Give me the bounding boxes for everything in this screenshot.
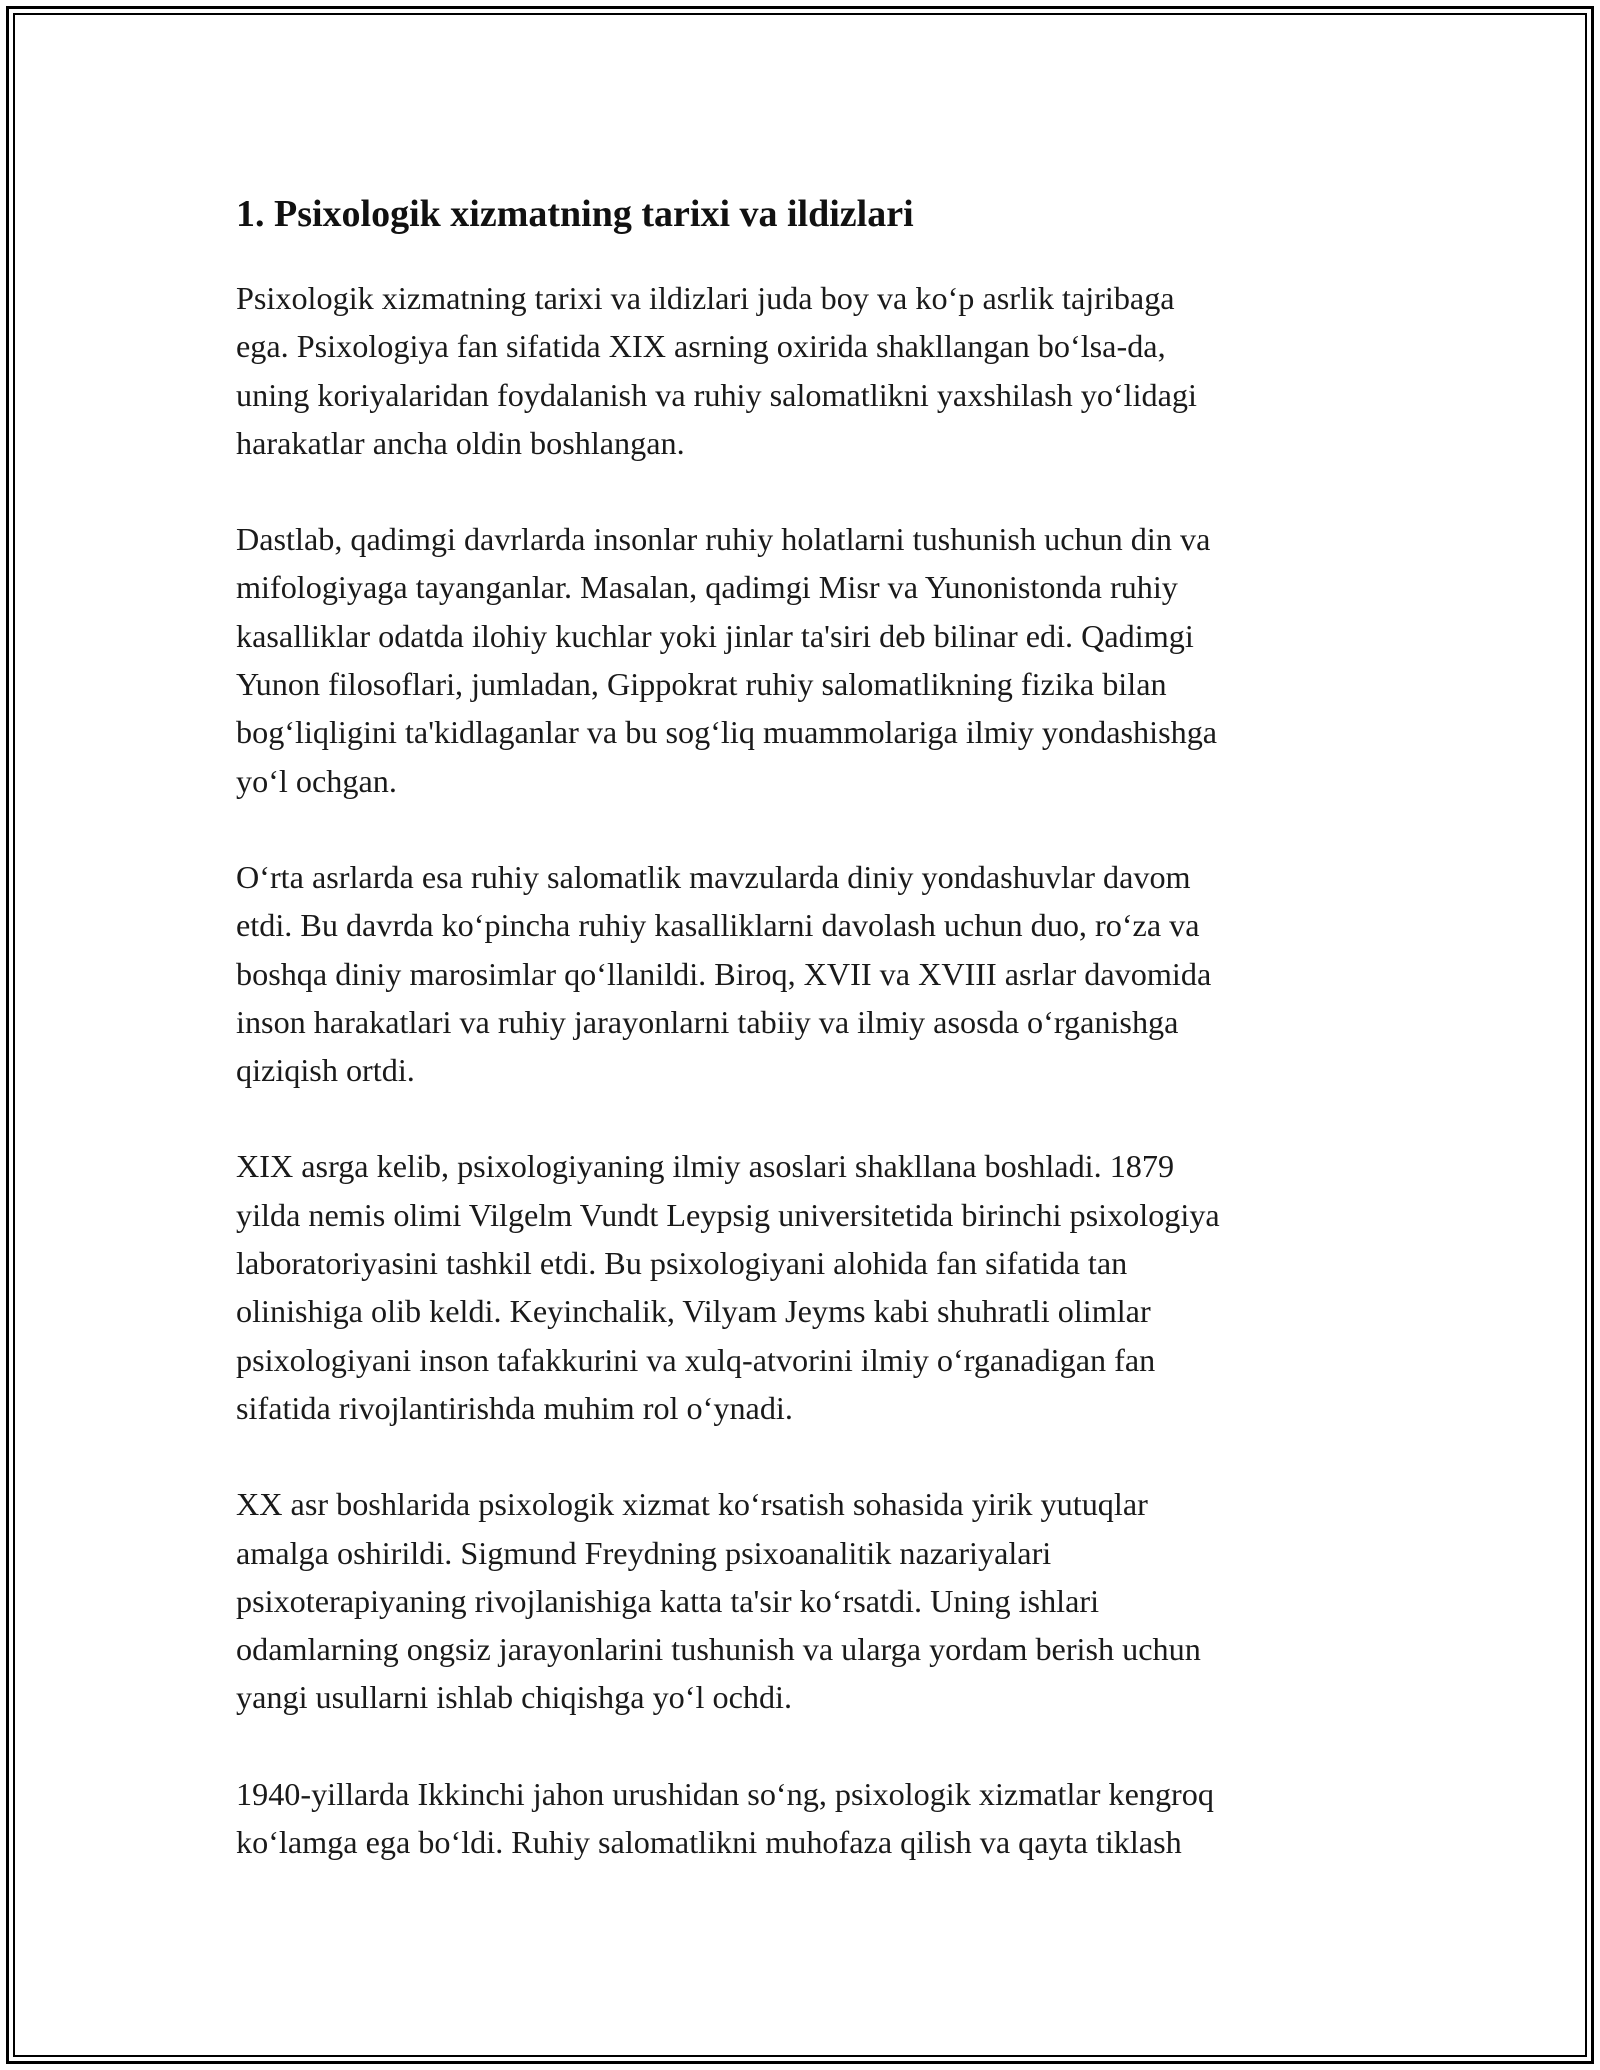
paragraph-line: inson harakatlari va ruhiy jarayonlarni tabiiy va ilmiy asosda o‘rganishga [236, 1003, 1179, 1040]
paragraph-line: yangi usullarni ishlab chiqishga yo‘l ochdi. [236, 1679, 793, 1716]
paragraph-line: olinishiga olib keldi. Keyinchalik, Vilyam Jeyms kabi shuhratli olimlar [236, 1293, 1151, 1330]
paragraph-line: amalga oshirildi. Sigmund Freydning psixoanalitik nazariyalari [236, 1534, 1052, 1571]
paragraph-line: boshqa diniy marosimlar qo‘llanildi. Biroq, XVII va XVIII asrlar davomida [236, 955, 1212, 992]
paragraph-line: Dastlab, qadimgi davrlarda insonlar ruhiy holatlarni tushunish uchun din va [236, 521, 1211, 558]
paragraph-line: mifologiyaga tayanganlar. Masalan, qadimgi Misr va Yunonistonda ruhiy [236, 569, 1178, 606]
document-body [236, 188, 1376, 1914]
paragraph-line: sifatida rivojlantirishda muhim rol o‘ynadi. [236, 1389, 793, 1426]
paragraph-line: psixologiyani inson tafakkurini va xulq-atvorini ilmiy o‘rganadigan fan [236, 1341, 1156, 1378]
paragraph-line: psixoterapiyaning rivojlanishiga katta ta'sir ko‘rsatdi. Uning ishlari [236, 1582, 1100, 1619]
paragraph-line: yilda nemis olimi Vilgelm Vundt Leypsig universitetida birinchi psixologiya [236, 1196, 1220, 1233]
paragraph-line: uning koriyalaridan foydalanish va ruhiy salomatlikni yaxshilash yo‘lidagi [236, 376, 1197, 413]
paragraph-line: etdi. Bu davrda ko‘pincha ruhiy kasalliklarni davolash uchun duo, ro‘za va [236, 907, 1200, 944]
paragraph-line: laboratoriyasini tashkil etdi. Bu psixologiyani alohida fan sifatida tan [236, 1245, 1128, 1282]
paragraph [236, 1770, 1376, 1867]
paragraph-line: yo‘l ochgan. [236, 762, 397, 799]
paragraph-line: ko‘lamga ega bo‘ldi. Ruhiy salomatlikni muhofaza qilish va qayta tiklash [236, 1824, 1182, 1861]
paragraph-line: kasalliklar odatda ilohiy kuchlar yoki jinlar ta'siri deb bilinar edi. Qadimgi [236, 617, 1194, 654]
paragraph-line: Psixologik xizmatning tarixi va ildizlari juda boy va ko‘p asrlik tajribaga [236, 280, 1175, 316]
paragraph [236, 274, 1376, 467]
paragraph-line: XX asr boshlarida psixologik xizmat ko‘rsatish sohasida yirik yutuqlar [236, 1486, 1148, 1523]
paragraph-line: XIX asrga kelib, psixologiyaning ilmiy asoslari shakllana boshladi. 1879 [236, 1148, 1175, 1185]
paragraph [236, 853, 1376, 1094]
paragraph-line: Yunon filosoflari, jumladan, Gippokrat ruhiy salomatlikning fizika bilan [236, 666, 1167, 703]
paragraph-line: bog‘liqligini ta'kidlaganlar va bu sog‘liq muammolariga ilmiy yondashishga [236, 714, 1218, 751]
paragraph-line: harakatlar ancha oldin boshlangan. [236, 424, 685, 461]
paragraph [236, 515, 1376, 805]
paragraph [236, 1142, 1376, 1432]
paragraph-line: odamlarning ongsiz jarayonlarini tushunish va ularga yordam berish uchun [236, 1631, 1201, 1668]
paragraph-line: 1940-yillarda Ikkinchi jahon urushidan so‘ng, psixologik xizmatlar kengroq [236, 1775, 1214, 1812]
paragraph-line: ega. Psixologiya fan sifatida XIX asrning oxirida shakllangan bo‘lsa-da, [236, 328, 1166, 365]
paragraph-line: O‘rta asrlarda esa ruhiy salomatlik mavzularda diniy yondashuvlar davom [236, 858, 1191, 895]
paragraph-list [236, 274, 1376, 1866]
section-heading: 1. Psixologik xizmatning tarixi va ildizlari [236, 193, 914, 235]
paragraph [236, 1480, 1376, 1721]
paragraph-line: qiziqish ortdi. [236, 1052, 415, 1089]
